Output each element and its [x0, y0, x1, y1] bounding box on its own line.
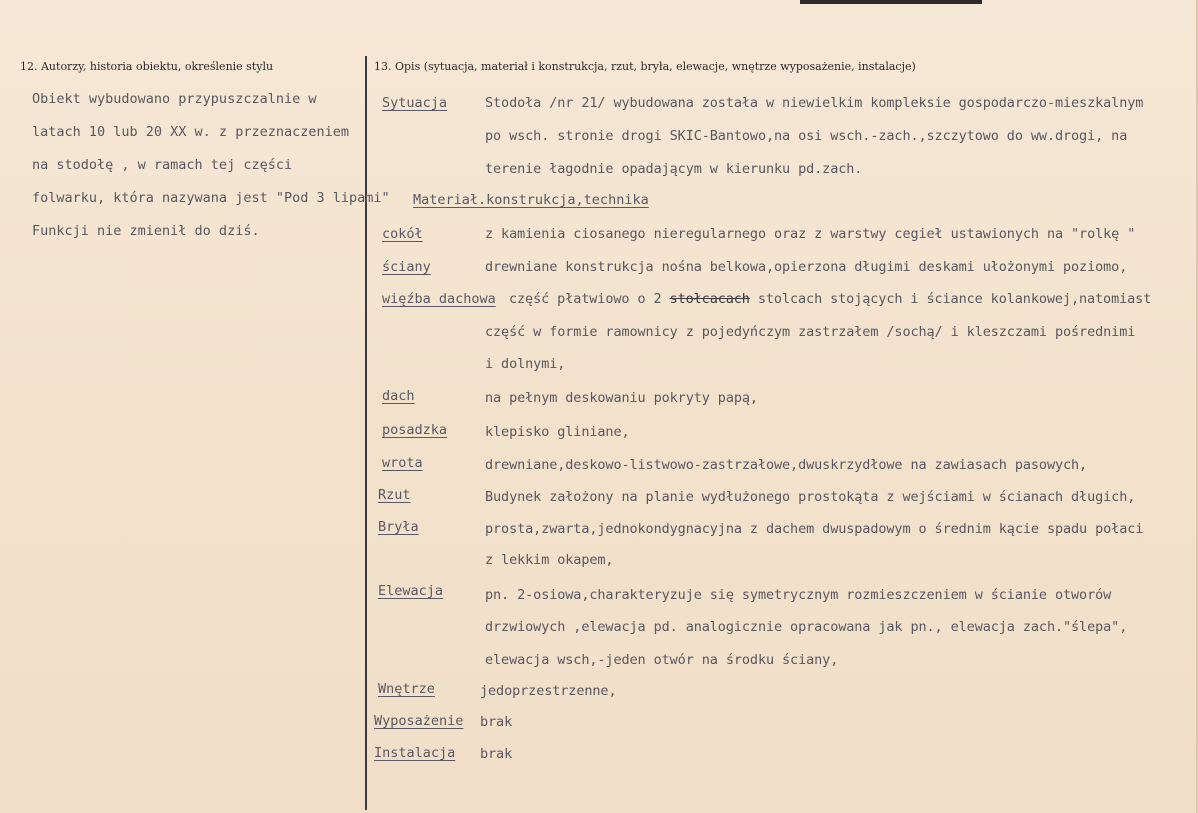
section-13-header: 13. Opis (sytuacja, materiał i konstrukcja, rzut, bryła, elewacje, wnętrze wyposażenie, instalacje)	[374, 60, 916, 73]
elewacja-text: pn. 2-osiowa,charakteryzuje się symetrycznym rozmieszczeniem w ścianie otworów	[485, 587, 1112, 603]
sytuacja-line: Stodoła /nr 21/ wybudowana została w niewielkim kompleksie gospodarczo-mieszkalnym	[485, 95, 1144, 111]
wiezba-continuation: i dolnymi,	[485, 356, 566, 372]
wyposazenie-text: brak	[480, 714, 513, 730]
label-bryla: Bryła	[378, 519, 419, 535]
wiezba-struck-word: stołcacach	[669, 291, 750, 307]
label-elewacja: Elewacja	[378, 583, 444, 599]
label-sciany: ściany	[382, 259, 431, 275]
elewacja-continuation: drzwiowych ,elewacja pd. analogicznie opracowana jak pn., elewacja zach."ślepa",	[485, 619, 1128, 635]
wiezba-text	[509, 291, 1151, 307]
history-line: folwarku, która nazywana jest "Pod 3 lipami"	[32, 190, 390, 206]
bryla-text: prosta,zwarta,jednokondygnacyjna z dachem dwuspadowym o średnim kącie spadu połaci	[485, 521, 1144, 537]
label-instalacja: Instalacja	[374, 745, 456, 761]
bryla-continuation: z lekkim okapem,	[485, 552, 614, 568]
label-wiezba: więźba dachowa	[382, 291, 496, 307]
wrota-text: drewniane,deskowo-listwowo-zastrzałowe,dwuskrzydłowe na zawiasach pasowych,	[485, 457, 1088, 473]
label-posadzka: posadzka	[382, 422, 448, 438]
posadzka-text: klepisko gliniane,	[485, 424, 630, 440]
wiezba-continuation: część w formie ramownicy z pojedyńczym zastrzałem /sochą/ i kleszczami pośrednimi	[485, 324, 1136, 340]
label-cokol: cokół	[382, 226, 423, 242]
sytuacja-line: po wsch. stronie drogi SKIC-Bantowo,na osi wsch.-zach.,szczytowo do ww.drogi, na	[485, 128, 1128, 144]
history-line: na stodołę , w ramach tej części	[32, 157, 293, 173]
label-wnetrze: Wnętrze	[378, 681, 435, 697]
label-sytuacja: Sytuacja	[382, 95, 448, 111]
dach-text: na pełnym deskowaniu pokryty papą,	[485, 390, 758, 406]
label-rzut: Rzut	[378, 487, 411, 503]
wnetrze-text: jedoprzestrzenne,	[480, 683, 617, 699]
history-line: Obiekt wybudowano przypuszczalnie w	[32, 91, 317, 107]
history-line: Funkcji nie zmienił do dziś.	[32, 223, 260, 239]
rzut-text: Budynek założony na planie wydłużonego prostokąta z wejściami w ścianach długich,	[485, 489, 1136, 505]
label-wrota: wrota	[382, 455, 423, 471]
cokol-text: z kamienia ciosanego nieregularnego oraz z warstwy cegieł ustawionych na "rolkę "	[485, 226, 1136, 242]
section-12-header: 12. Autorzy, historia obiektu, określenie stylu	[20, 60, 274, 73]
label-dach: dach	[382, 388, 415, 404]
material-heading: Materiał.konstrukcja,technika	[413, 192, 649, 208]
wiezba-text-after: stolcach stojących i ściance kolankowej,natomiast	[749, 291, 1152, 307]
sytuacja-line: terenie łagodnie opadającym w kierunku pd.zach.	[485, 161, 863, 177]
top-tab-strip	[800, 0, 982, 4]
history-line: latach 10 lub 20 XX w. z przeznaczeniem	[32, 124, 349, 140]
instalacja-text: brak	[480, 746, 513, 762]
wiezba-text-before: część płatwiowo o 2	[509, 291, 670, 307]
column-divider	[365, 56, 367, 810]
elewacja-continuation: elewacja wsch,-jeden otwór na środku ściany,	[485, 652, 839, 668]
label-wyposazenie: Wyposażenie	[374, 713, 464, 729]
sciany-text: drewniane konstrukcja nośna belkowa,opierzona długimi deskami ułożonymi poziomo,	[485, 259, 1128, 275]
